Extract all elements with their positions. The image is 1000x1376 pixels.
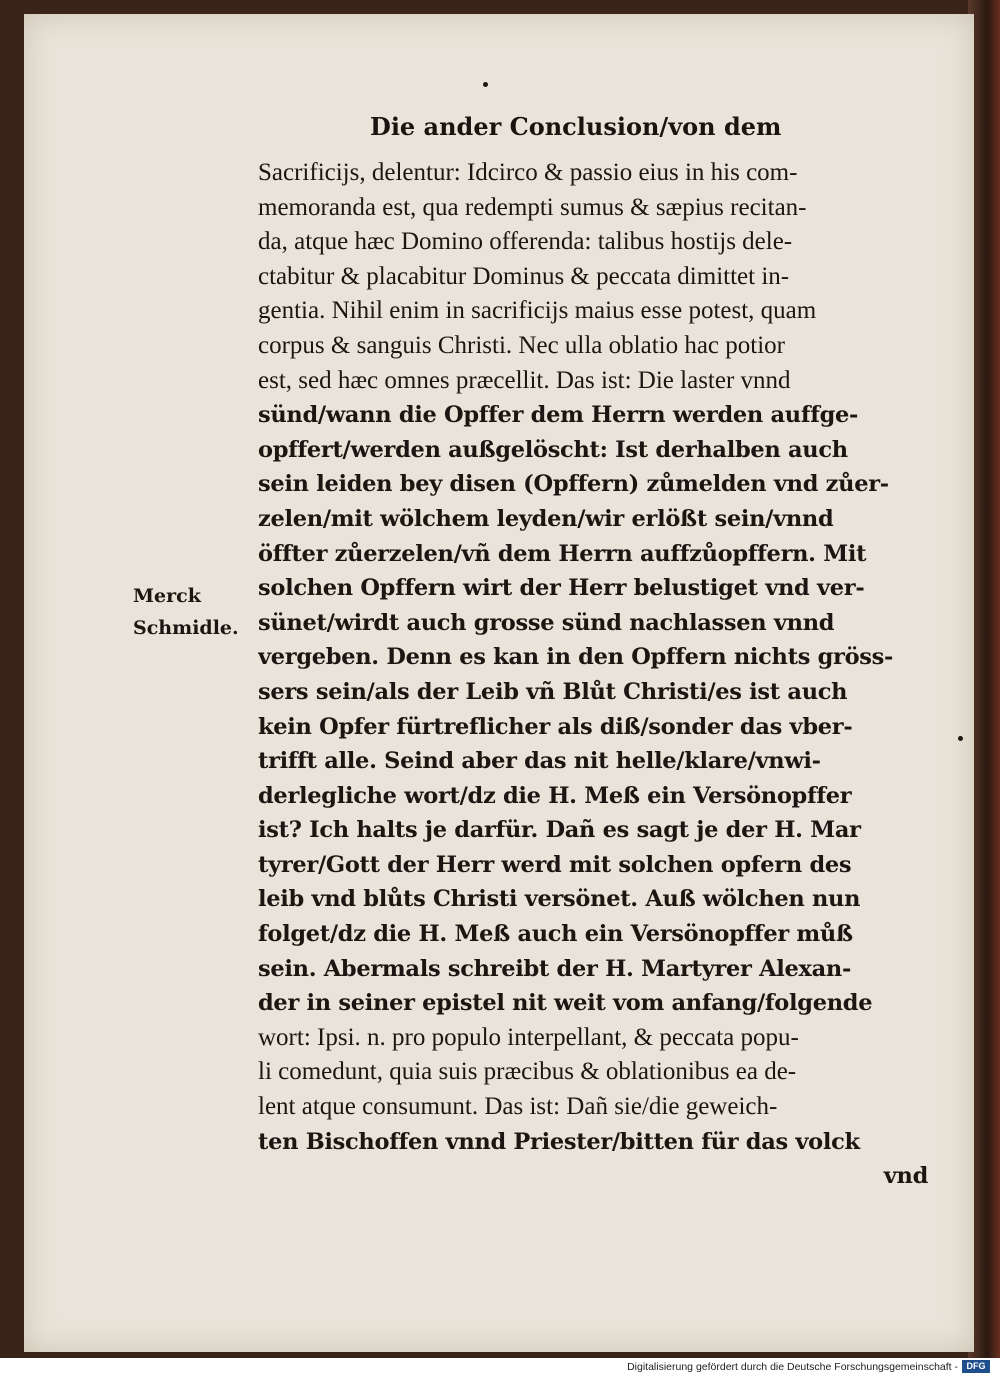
text-line: sünd/wann die Opffer dem Herrn werden auffge- xyxy=(258,402,859,429)
text-line: leib vnd blůts Christi versönet. Auß wölchen nun xyxy=(258,886,861,913)
text-line: corpus & sanguis Christi. Nec ulla oblatio hac potior xyxy=(258,331,785,359)
text-line: sein leiden bey disen (Opffern) zůmelden vnd zůer- xyxy=(258,471,889,498)
text-line: opffert/werden außgelöscht: Ist derhalben auch xyxy=(258,436,848,463)
dfg-logo: DFG xyxy=(962,1360,990,1373)
text-line: vnd xyxy=(883,1163,928,1190)
running-head: Die ander Conclusion/von dem xyxy=(370,112,782,141)
text-line: der in seiner epistel nit weit vom anfang/folgende xyxy=(258,990,873,1017)
ink-speck xyxy=(958,736,963,741)
text-line: tyrer/Gott der Herr werd mit solchen opfern des xyxy=(258,851,852,878)
text-line: gentia. Nihil enim in sacrificijs maius esse potest, quam xyxy=(258,297,817,325)
text-line: li comedunt, quia suis præcibus & oblationibus ea de- xyxy=(258,1058,797,1086)
margin-note-line: Merck xyxy=(133,585,201,607)
text-line: trifft alle. Seind aber das nit helle/klare/vnwi- xyxy=(258,748,821,775)
text-line: solchen Opffern wirt der Herr belustiget vnd ver- xyxy=(258,575,865,602)
text-line: lent atque consumunt. Das ist: Dañ sie/die geweich- xyxy=(258,1093,778,1121)
body-text xyxy=(258,156,928,1194)
text-line: est, sed hæc omnes præcellit. Das ist: Die laster vnnd xyxy=(258,366,791,394)
text-line: sein. Abermals schreibt der H. Martyrer Alexan- xyxy=(258,955,851,982)
text-line: öffter zůerzelen/vñ dem Herrn auffzůopffern. Mit xyxy=(258,540,867,567)
ink-speck xyxy=(483,82,488,87)
text-line: ten Bischoffen vnnd Priester/bitten für das volck xyxy=(258,1128,860,1155)
text-line: kein Opfer fürtreflicher als diß/sonder das vber- xyxy=(258,713,853,740)
text-line: ist? Ich halts je darfür. Dañ es sagt je der H. Mar xyxy=(258,817,861,844)
text-line: ctabitur & placabitur Dominus & peccata dimittet in- xyxy=(258,262,790,290)
margin-note-line: Schmidle. xyxy=(133,617,239,639)
text-line: zelen/mit wölchem leyden/wir erlößt sein/vnnd xyxy=(258,505,834,532)
text-line: vergeben. Denn es kan in den Opffern nichts gröss- xyxy=(258,644,894,671)
footer-credit: Digitalisierung gefördert durch die Deutsche Forschungsgemeinschaft - xyxy=(627,1361,958,1373)
text-line: Sacrificijs, delentur: Idcirco & passio eius in his com- xyxy=(258,159,798,186)
text-line: folget/dz die H. Meß auch ein Versönopffer můß xyxy=(258,921,853,948)
text-line: derlegliche wort/dz die H. Meß ein Versönopffer xyxy=(258,782,852,809)
text-line: wort: Ipsi. n. pro populo interpellant, & peccata popu- xyxy=(258,1023,799,1051)
text-line: sers sein/als der Leib vñ Blůt Christi/es ist auch xyxy=(258,678,848,705)
text-line: sünet/wirdt auch grosse sünd nachlassen vnnd xyxy=(258,609,835,636)
text-line: memoranda est, qua redempti sumus & sæpius recitan- xyxy=(258,193,807,221)
margin-note xyxy=(133,580,248,644)
text-line: da, atque hæc Domino offerenda: talibus hostijs dele- xyxy=(258,228,793,256)
